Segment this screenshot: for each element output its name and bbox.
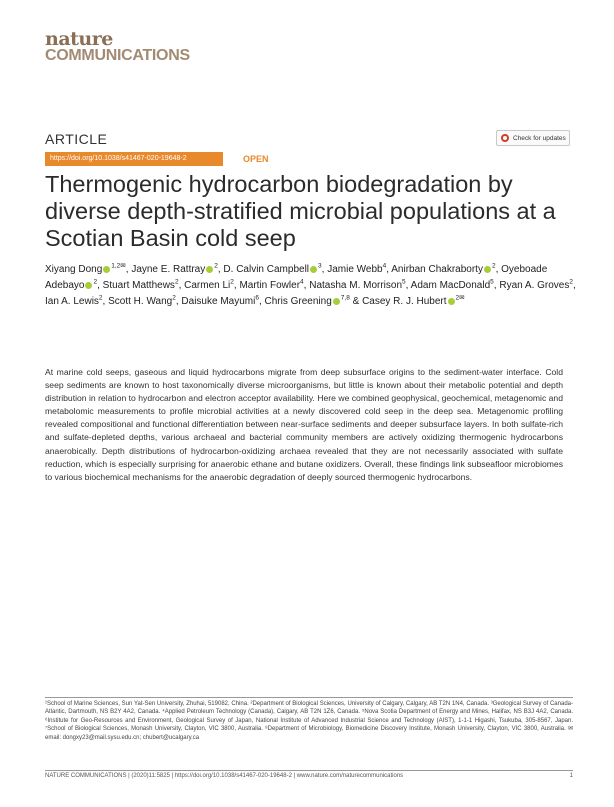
author[interactable]	[309, 280, 405, 291]
author-affiliation-sup: 2	[93, 278, 98, 286]
orcid-icon[interactable]	[206, 266, 213, 273]
check-updates-label: Check for updates	[513, 134, 566, 142]
author-affiliation-sup: 1,2✉	[111, 262, 126, 270]
author[interactable]	[184, 280, 234, 291]
author[interactable]	[362, 296, 465, 307]
footer-citation: NATURE COMMUNICATIONS | (2020)11:5825 | https://doi.org/10.1038/s41467-020-19648-2 | www.nature.com/naturecommunications	[45, 773, 404, 779]
author-affiliation-sup: 2	[569, 278, 573, 286]
author-affiliation-sup: 5	[490, 278, 494, 286]
orcid-icon[interactable]	[484, 266, 491, 273]
doi-link[interactable]: https://doi.org/10.1038/s41467-020-19648-2	[45, 152, 223, 166]
article-type-label: ARTICLE	[45, 131, 108, 147]
check-updates-icon	[501, 134, 509, 142]
affiliations: ¹School of Marine Sciences, Sun Yat-Sen University, Zhuhai, 519082, China. ²Department of Biological Sciences, University of Calgary, Calgary, AB T2N 1N4, Canada. ³Geological Survey of Canada-Atlantic, Dartmouth, NS B2Y 4A2, Canada. ⁴Applied Petroleum Technology (Canada), Calgary, AB T2N 1Z6, Canada. ⁵Nova Scotia Department of Energy and Mines, Halifax, NS B3J 4A2, Canada. ⁶Institute for Geo-Resources and Environment, Geological Survey of Japan, National Institute of Advanced Industrial Science and Technology (AIST), 1-1-1 Higashi, Tsukuba, 305-8567, Japan. ⁷School of Biological Sciences, Monash University, Clayton, VIC 3800, Australia. ⁸Department of Microbiology, Biomedicine Discovery Institute, Monash University, Clayton, VIC 3800, Australia. ✉email: dongxy23@mail.sysu.edu.cn; chubert@ucalgary.ca	[45, 701, 573, 741]
orcid-icon[interactable]	[333, 298, 340, 305]
author-name: Scott H. Wang	[108, 296, 173, 307]
author-affiliation-sup: 2	[214, 262, 218, 270]
abstract: At marine cold seeps, gaseous and liquid hydrocarbons migrate from deep subsurface origins to the sediment-water interface. Cold seep sediments are known to host taxonomically diverse microorganisms, but little is known about their metabolic potential and depth distribution in relation to hydrocarbon and electron acceptor availability. Here we combined geophysical, geochemical, metagenomic and metabolomic measurements to profile microbial activities at a newly discovered cold seep in the deep sea. Metagenomic profiling revealed compositional and functional differentiation between near-surface sediments and deeper subsurface layers. In both sulfate-rich and sulfate-depleted depths, various archaeal and bacterial community members are actively oxidizing thermogenic hydrocarbons anaerobically. Depth distributions of hydrocarbon-oxidizing archaea revealed that they are not necessarily associated with sulfate reduction, which is especially surprising for anaerobic ethane and butane oxidizers. Overall, these findings link subseafloor microbiomes to various biochemical mechanisms for the anaerobic degradation of deeply sourced thermogenic hydrocarbons.	[45, 367, 563, 482]
author[interactable]	[223, 264, 321, 275]
author-affiliation-sup: 4	[382, 262, 387, 270]
author-affiliation-sup: 2	[174, 278, 179, 286]
author-name: Daisuke Mayumi	[181, 296, 256, 307]
author-affiliation-sup: 2	[172, 294, 176, 302]
author[interactable]	[108, 296, 176, 307]
author-affiliation-sup: 7,8	[340, 294, 350, 302]
author-name: Adam MacDonald	[410, 280, 491, 291]
author-affiliation-sup: 2	[491, 262, 496, 270]
author-name: Ian A. Lewis	[45, 296, 99, 307]
author-list: Xiyang Dong $^{1,2✉}$, Jayne E. Rattray $^2$, D. Calvin Campbell $^3$, Jamie Webb$^4$, Anirban Chakraborty $^2$, Oyeboade Adebayo $^2$, Stuart Matthews$^2$, Carmen Li$^2$, Martin Fowler$^4$, Natasha M. Morrison$^5$, Adam MacDonald$^5$, Ryan A. Groves$^2$, Ian A. Lewis$^2$, Scott H. Wang$^2$, Daisuke Mayumi$^6$, Chris Greening $^{7,8}$ & Casey R. J. Hubert $^{2✉}$	[45, 262, 576, 307]
author-name: Jamie Webb	[327, 264, 383, 275]
author-affiliation-sup: 2	[98, 294, 103, 302]
author[interactable]	[411, 280, 494, 291]
author[interactable]	[45, 264, 126, 275]
author-affiliation-sup: 3	[318, 262, 322, 270]
journal-logo	[45, 30, 190, 64]
author-affiliation-sup: 2	[230, 278, 234, 286]
author[interactable]	[103, 280, 179, 291]
orcid-icon[interactable]	[448, 298, 455, 305]
author[interactable]	[131, 264, 218, 275]
author-affiliation-sup: 5	[402, 278, 406, 286]
author-affiliation-sup: 2✉	[455, 294, 465, 302]
author[interactable]	[181, 296, 259, 307]
logo-nature: nature	[45, 28, 113, 50]
affiliation-divider	[45, 697, 573, 698]
orcid-icon[interactable]	[103, 266, 110, 273]
author-name: Anirban Chakraborty	[391, 264, 483, 275]
author-name: Xiyang Dong	[45, 264, 103, 275]
author[interactable]	[45, 296, 103, 307]
author-name: Martin Fowler	[239, 280, 301, 291]
author[interactable]	[391, 264, 495, 275]
page-footer	[45, 773, 573, 779]
author-name: Casey R. J. Hubert	[362, 296, 447, 307]
author-affiliation-sup: 6	[255, 294, 259, 302]
author-name: Ryan A. Groves	[499, 280, 570, 291]
author-affiliation-sup: 4	[300, 278, 304, 286]
author-name: Natasha M. Morrison	[309, 280, 403, 291]
author-name: Oyeboade Adebayo	[45, 264, 548, 291]
author-name: D. Calvin Campbell	[223, 264, 310, 275]
author-name: Jayne E. Rattray	[131, 264, 206, 275]
author-name: Chris Greening	[264, 296, 332, 307]
orcid-icon[interactable]	[310, 266, 317, 273]
logo-communications: COMMUNICATIONS	[45, 47, 190, 64]
author[interactable]	[239, 280, 303, 291]
author[interactable]	[327, 264, 386, 275]
article-title: Thermogenic hydrocarbon biodegradation by diverse depth-stratified microbial populations at a Scotian Basin cold seep	[45, 171, 556, 251]
author-name: Stuart Matthews	[102, 280, 175, 291]
author[interactable]	[499, 280, 573, 291]
orcid-icon[interactable]	[85, 282, 92, 289]
footer-divider	[45, 770, 573, 771]
page-number: 1	[569, 773, 573, 779]
open-access-badge: OPEN	[243, 154, 269, 164]
author[interactable]	[265, 296, 350, 307]
author-name: Carmen Li	[184, 280, 231, 291]
check-for-updates-button[interactable]	[496, 130, 570, 146]
